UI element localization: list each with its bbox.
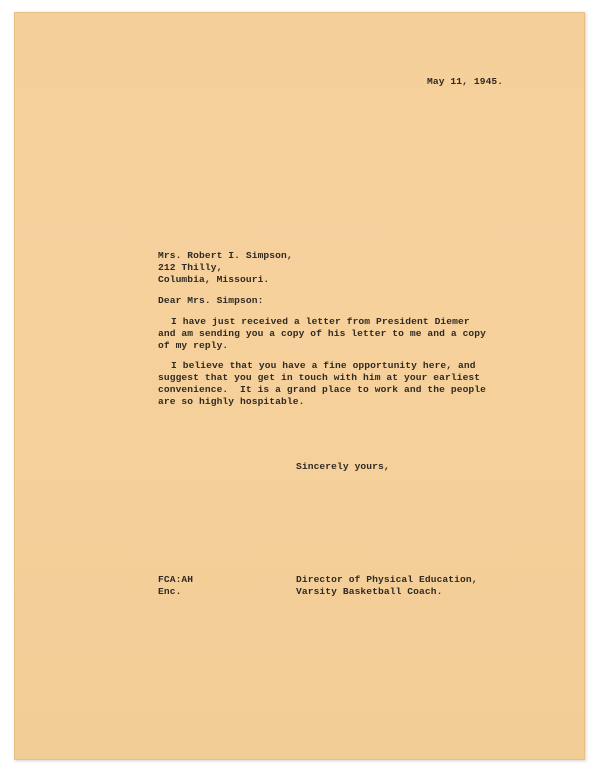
paragraph-2-line-2: suggest that you get in touch with him at your earliest: [158, 372, 481, 383]
recipient-city: Columbia, Missouri.: [158, 274, 270, 285]
paragraph-1-line-1: I have just received a letter from President Diemer: [171, 316, 470, 327]
closing: Sincerely yours,: [296, 461, 390, 472]
signature-title-line-1: Director of Physical Education,: [296, 574, 478, 585]
paragraph-2-line-3: convenience. It is a grand place to work and the people: [158, 384, 487, 395]
letter-date: May 11, 1945.: [427, 76, 504, 87]
reference-initials: FCA:AH: [158, 574, 194, 585]
paragraph-1-line-3: of my reply.: [158, 340, 229, 351]
paragraph-2-line-1: I believe that you have a fine opportunity here, and: [171, 360, 476, 371]
enclosure-note: Enc.: [158, 586, 182, 597]
recipient-street: 212 Thilly,: [158, 262, 223, 273]
paragraph-1-line-2: and am sending you a copy of his letter to me and a copy: [158, 328, 487, 339]
salutation: Dear Mrs. Simpson:: [158, 295, 264, 306]
signature-title-line-2: Varsity Basketball Coach.: [296, 586, 443, 597]
paragraph-2-line-4: are so highly hospitable.: [158, 396, 305, 407]
recipient-name: Mrs. Robert I. Simpson,: [158, 250, 293, 261]
